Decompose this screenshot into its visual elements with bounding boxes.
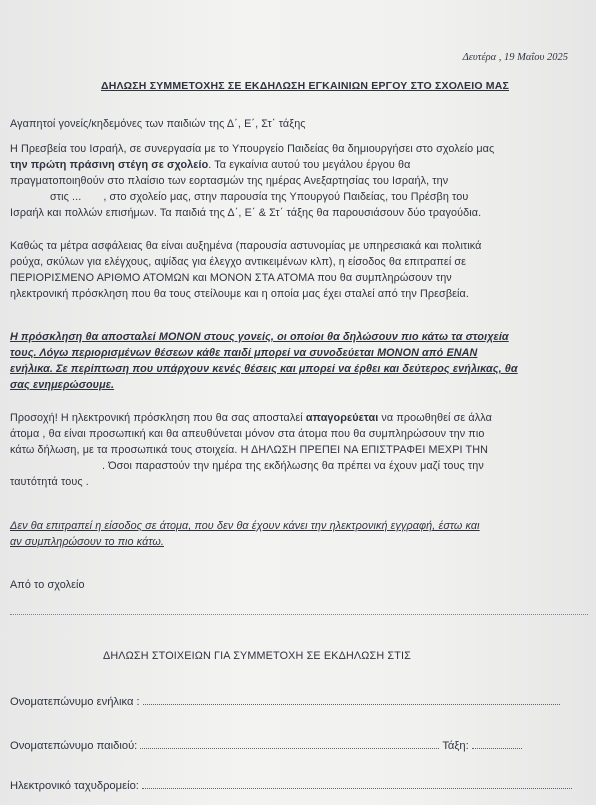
- child-name-row: [10, 738, 588, 754]
- paragraph-2-line-2: ρούχα, σκύλων για ελέγχους, αψίδας για έλεγχο αντικειμένων κλπ), η είσοδος θα επιτραπεί σε: [10, 256, 467, 268]
- paragraph-1-line-5: Ισραήλ και πολλών επισήμων. Τα παιδιά της Δ΄, Ε΄ & Στ΄ τάξης θα παρουσιάσουν δύο τραγούδια.: [10, 207, 482, 219]
- paragraph-2-line-3: ΠΕΡΙΟΡΙΣΜΕΝΟ ΑΡΙΘΜΟ ΑΤΟΜΩΝ και ΜΟΝΟΝ ΣΤΑ ΑΤΟΜΑ που θα συμπληρώσουν την: [10, 272, 452, 284]
- paragraph-5-line-1: Δεν θα επιτραπεί η είσοδος σε άτομα, που δεν θα έχουν κάνει την ηλεκτρονική εγγραφή, έστω και: [10, 520, 480, 532]
- paragraph-4-line-2: άτομα , θα είναι προσωπική και θα απευθύνεται μόνον στα άτομα που θα συμπληρώσουν την πιο: [10, 428, 485, 440]
- child-name-label: Ονοματεπώνυμο παιδιού:: [10, 740, 138, 752]
- paragraph-1-line-2: [10, 157, 588, 173]
- paragraph-2-line-1: Καθώς τα μέτρα ασφάλειας θα είναι αυξημένα (παρουσία αστυνομίας με υπηρεσιακά και πολιτικά: [10, 240, 482, 252]
- email-label: Ηλεκτρονικό ταχυδρομείο:: [10, 780, 139, 792]
- child-name-field[interactable]: [140, 747, 439, 749]
- paragraph-1-line-3: πραγματοποιηθούν στο πλαίσιο των εορτασμών της ημέρας Ανεξαρτησίας του Ισραήλ, την: [10, 175, 449, 187]
- paragraph-5-line-2: αν συμπληρώσουν το πιο κάτω.: [10, 536, 164, 548]
- email-field[interactable]: [142, 787, 572, 789]
- paragraph-2: [10, 238, 588, 302]
- paragraph-1-line-1: Η Πρεσβεία του Ισραήλ, σε συνεργασία με το Υπουργείο Παιδείας θα δημιουργήσει στο σχολείο μας: [10, 143, 495, 155]
- greeting-text: Αγαπητοί γονείς/κηδεμόνες των παιδιών της Δ΄, Ε΄, Στ΄ τάξης: [10, 118, 306, 130]
- paragraph-1-line-4: [10, 189, 588, 205]
- adult-name-label: Ονοματεπώνυμο ενήλικα :: [10, 696, 140, 708]
- email-row: [10, 778, 588, 794]
- paragraph-1-bold-phrase: την πρώτη πράσινη στέγη σε σχολείο: [10, 159, 209, 171]
- paragraph-4-line-4-text: . Όσοι παραστούν την ημέρα της εκδήλωσης θα πρέπει να έχουν μαζί τους την: [102, 460, 484, 472]
- grade-field[interactable]: [472, 747, 522, 749]
- paragraph-3: [10, 329, 588, 393]
- paragraph-2-line-4: ηλεκτρονική πρόσκληση που θα τους στείλουμε και η οποία μας έχει σταλεί από την Πρεσβεία.: [10, 288, 469, 300]
- form-title: ΔΗΛΩΣΗ ΣΤΟΙΧΕΙΩΝ ΓΙΑ ΣΥΜΜΕΤΟΧΗ ΣΕ ΕΚΔΗΛΩΣΗ ΣΤΙΣ: [103, 650, 411, 662]
- greeting: [10, 116, 588, 132]
- document-date: Δευτέρα , 19 Μαΐου 2025: [462, 52, 568, 63]
- paragraph-4-line-1-end: να προωθηθεί σε άλλα: [381, 412, 492, 424]
- paragraph-4-forbidden: απαγορεύεται: [305, 412, 379, 424]
- paragraph-1: [10, 141, 588, 221]
- paragraph-3-line-3: ενήλικα. Σε περίπτωση που υπάρχουν κενές θέσεις και μπορεί να έρθει και δεύτερος ενήλικας, θα: [10, 363, 518, 375]
- paragraph-1-time-placeholder: στις ...: [50, 191, 82, 203]
- paragraph-1-line-4-rest: , στο σχολείο μας, στην παρουσία της Υπουργού Παιδείας, του Πρέσβη του: [103, 191, 469, 203]
- paragraph-4-line-5: ταυτότητά τους .: [10, 476, 89, 488]
- paragraph-3-line-1: Η πρόσκληση θα αποσταλεί ΜΟΝΟΝ στους γονείς, οι οποίοι θα δηλώσουν πιο κάτω τα στοιχεία: [10, 331, 509, 343]
- paragraph-4-line-1-start: Προσοχή! Η ηλεκτρονική πρόσκληση που θα σας αποσταλεί: [10, 412, 303, 424]
- paragraph-3-line-2: τους. Λόγω περιορισμένων θέσεων κάθε παιδί μπορεί να συνοδεύεται ΜΟΝΟΝ από ΕΝΑΝ: [10, 347, 478, 359]
- paragraph-4-line-4: [10, 458, 588, 474]
- from-school-signature: [10, 577, 588, 593]
- adult-name-field[interactable]: [143, 703, 560, 705]
- paragraph-3-line-4: σας ενημερώσουμε.: [10, 379, 115, 391]
- document-title: ΔΗΛΩΣΗ ΣΥΜΜΕΤΟΧΗΣ ΣΕ ΕΚΔΗΛΩΣΗ ΕΓΚΑΙΝΙΩΝ ΕΡΓΟΥ ΣΤΟ ΣΧΟΛΕΙΟ ΜΑΣ: [100, 80, 510, 92]
- paragraph-5: [10, 518, 588, 550]
- grade-label: Τάξη:: [442, 740, 469, 752]
- section-divider: [10, 614, 588, 615]
- paragraph-4: [10, 410, 588, 490]
- adult-name-row: [10, 694, 588, 710]
- from-school-text: Από το σχολείο: [10, 579, 85, 591]
- paragraph-1-line-2-rest: . Τα εγκαίνια αυτού του μεγάλου έργου θα: [208, 159, 411, 171]
- paragraph-4-line-3: κάτω δήλωση, με τα προσωπικά τους στοιχεία. Η ΔΗΛΩΣΗ ΠΡΕΠΕΙ ΝΑ ΕΠΙΣΤΡΑΦΕΙ ΜΕΧΡΙ ΤΗΝ: [10, 444, 489, 456]
- paragraph-4-line-1: [10, 410, 588, 426]
